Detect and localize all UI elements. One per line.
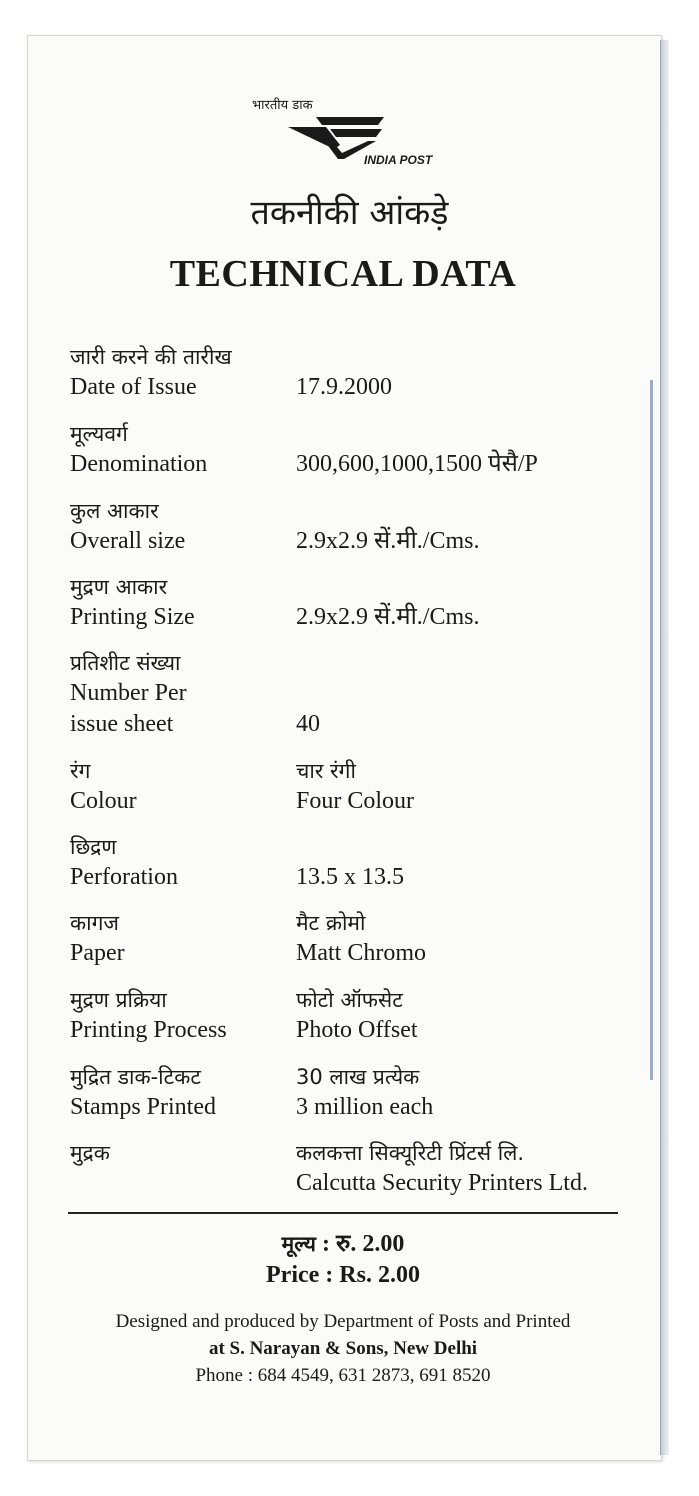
printing-process-value-hindi: फोटो ऑफसेट [296, 988, 403, 1012]
paper-label-hindi: कागज [70, 911, 119, 935]
issue-sheet-label: issue sheet [70, 711, 174, 737]
price-hindi [0, 1226, 686, 1259]
paper-label: Paper [70, 940, 125, 966]
logo-english-text: INDIA POST [364, 153, 433, 167]
footer-printer-line: at S. Narayan & Sons, New Delhi [208, 1338, 478, 1359]
page-title: TECHNICAL DATA [169, 253, 517, 295]
printing-size-value: 2.9x2.9 सें.मी./Cms. [296, 604, 480, 630]
overall-size-label: Overall size [70, 528, 186, 554]
denomination-label: Denomination [70, 451, 208, 477]
date-of-issue-label: Date of Issue [70, 374, 197, 400]
overall-size-label-hindi: कुल आकार [70, 499, 159, 523]
printer-value: Calcutta Security Printers Ltd. [296, 1170, 588, 1196]
paper-value: Matt Chromo [296, 940, 426, 966]
printing-size-label: Printing Size [70, 604, 195, 630]
stamps-printed-value: 3 million each [296, 1094, 434, 1120]
number-per-sheet-label-hindi: प्रतिशीट संख्या [70, 651, 181, 675]
price-hindi-value: : रु. 2.00 [321, 1231, 405, 1257]
logo-hindi-text: भारतीय डाक [252, 98, 313, 113]
footer-phone-line: Phone : 684 4549, 631 2873, 691 8520 [195, 1365, 491, 1386]
printing-process-label: Printing Process [70, 1017, 227, 1043]
denomination-value: 300,600,1000,1500 पेसै/P [296, 451, 538, 477]
stamps-printed-label-hindi: मुद्रित डाक-टिकट [70, 1065, 201, 1089]
perforation-value: 13.5 x 13.5 [296, 864, 404, 890]
printing-process-label-hindi: मुद्रण प्रक्रिया [70, 988, 167, 1012]
printer-label-hindi: मुद्रक [70, 1141, 110, 1165]
colour-label-hindi: रंग [70, 759, 91, 783]
perforation-label: Perforation [70, 864, 178, 890]
divider-rule [68, 1212, 618, 1214]
footer-credit-line: Designed and produced by Department of Posts and Printed [115, 1311, 571, 1332]
price-hindi-label: मूल्य [281, 1232, 316, 1256]
price-english: Price : Rs. 2.00 [266, 1262, 420, 1288]
colour-label: Colour [70, 788, 137, 814]
paper-value-hindi: मैट क्रोमो [296, 911, 366, 935]
perforation-label-hindi: छिद्रण [70, 835, 117, 859]
printing-process-value: Photo Offset [296, 1017, 418, 1043]
colour-value-hindi: चार रंगी [296, 759, 356, 783]
colour-value: Four Colour [296, 788, 415, 814]
denomination-label-hindi: मूल्यवर्ग [70, 422, 128, 446]
number-per-sheet-value: 40 [296, 711, 320, 737]
date-of-issue-label-hindi: जारी करने की तारीख [70, 345, 232, 369]
india-post-logo [252, 95, 432, 175]
page-title-hindi: तकनीकी आंकड़े [250, 193, 449, 233]
overall-size-value: 2.9x2.9 सें.मी./Cms. [296, 528, 480, 554]
number-per-sheet-label: Number Per [70, 680, 187, 706]
printer-value-hindi: कलकत्ता सिक्यूरिटी प्रिंटर्स लि. [296, 1141, 525, 1165]
printing-size-label-hindi: मुद्रण आकार [70, 575, 168, 599]
edge-blue-line [650, 380, 653, 1080]
stamps-printed-label: Stamps Printed [70, 1094, 217, 1120]
date-of-issue-value: 17.9.2000 [296, 374, 392, 400]
stamps-printed-value-hindi: 30 लाख प्रत्येक [296, 1065, 420, 1089]
